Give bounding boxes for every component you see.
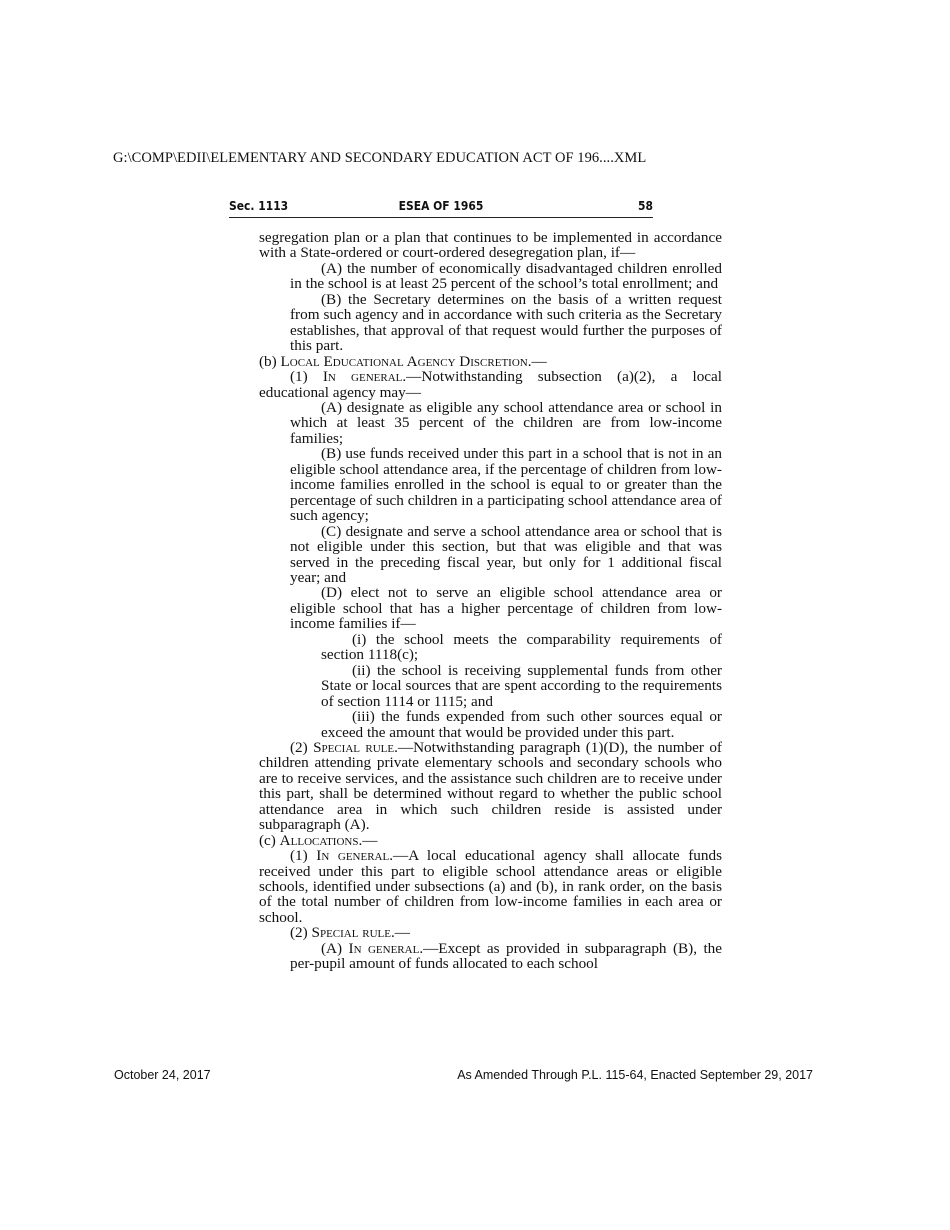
paragraph: (i) the school meets the comparability requirements of section 1118(c); (321, 630, 722, 664)
paragraph: (iii) the funds expended from such other sources equal or exceed the amount that would be provided under this part. (321, 708, 722, 741)
paragraph: (A) the number of economically disadvantaged children enrolled in the school is at least 25 percent of the school’s total enrollment; and (290, 259, 722, 293)
paragraph: (ii) the school is receiving supplemental funds from other State or local sources that are spent according to the requirements of section 1114 or 1115; and (321, 661, 722, 710)
paragraph: (B) use funds received under this part in a school that is not in an eligible school attendance area, if the percentage of children from low-income families enrolled in the school is equal to or greater than the percentage of such children in a participating school attendance area of such agency; (290, 445, 722, 525)
subsection-heading: (c) Allocations.— (259, 831, 378, 849)
paragraph: (A) designate as eligible any school attendance area or school in which at least 35 percent of the children are from low-income families; (290, 398, 722, 447)
paragraph: segregation plan or a plan that continues to be implemented in accordance with a State-ordered or court-ordered desegregation plan, if— (259, 229, 722, 262)
subsection-heading: (b) Local Educational Agency Discretion.— (259, 352, 547, 370)
file-path-header: G:\COMP\EDII\ELEMENTARY AND SECONDARY EDUCATION ACT OF 196....XML (113, 150, 647, 166)
paragraph: (A) In general.—Except as provided in subparagraph (B), the per-pupil amount of funds allocated to each school (290, 939, 722, 973)
paragraph: (1) In general.—A local educational agency shall allocate funds received under this part to eligible school attendance areas or eligible schools, identified under subsections (a) and (b), in rank order, on the basis of the total number of children from low-income families in each area or school. (259, 847, 723, 926)
running-head (229, 198, 653, 218)
footer-amendment-note: As Amended Through P.L. 115-64, Enacted September 29, 2017 (457, 1068, 813, 1082)
paragraph: (2) Special rule.— (290, 924, 410, 942)
statute-body (259, 230, 722, 972)
act-title: ESEA OF 1965 (398, 198, 484, 213)
paragraph: (2) Special rule.—Notwithstanding paragraph (1)(D), the number of children attending private elementary schools and secondary schools who are to receive services, and the assistance such children are to receive under this part, shall be determined without regard to whether the public school attendance area in which such children reside is assisted under subparagraph (A). (259, 738, 722, 834)
paragraph: (C) designate and serve a school attendance area or school that is not eligible under this section, but that was eligible and that was served in the preceding fiscal year, but only for 1 additional fiscal year; and (290, 522, 722, 586)
section-number: Sec. 1113 (229, 198, 289, 213)
paragraph: (1) In general.—Notwithstanding subsection (a)(2), a local educational agency may— (259, 368, 722, 401)
footer-date: October 24, 2017 (114, 1068, 211, 1082)
page-number: 58 (638, 198, 653, 213)
paragraph: (B) the Secretary determines on the basis of a written request from such agency and in accordance with such criteria as the Secretary establishes, that approval of that request would further the purposes of this part. (290, 290, 722, 355)
paragraph: (D) elect not to serve an eligible school attendance area or eligible school that has a higher percentage of children from low-income families if— (290, 584, 722, 633)
